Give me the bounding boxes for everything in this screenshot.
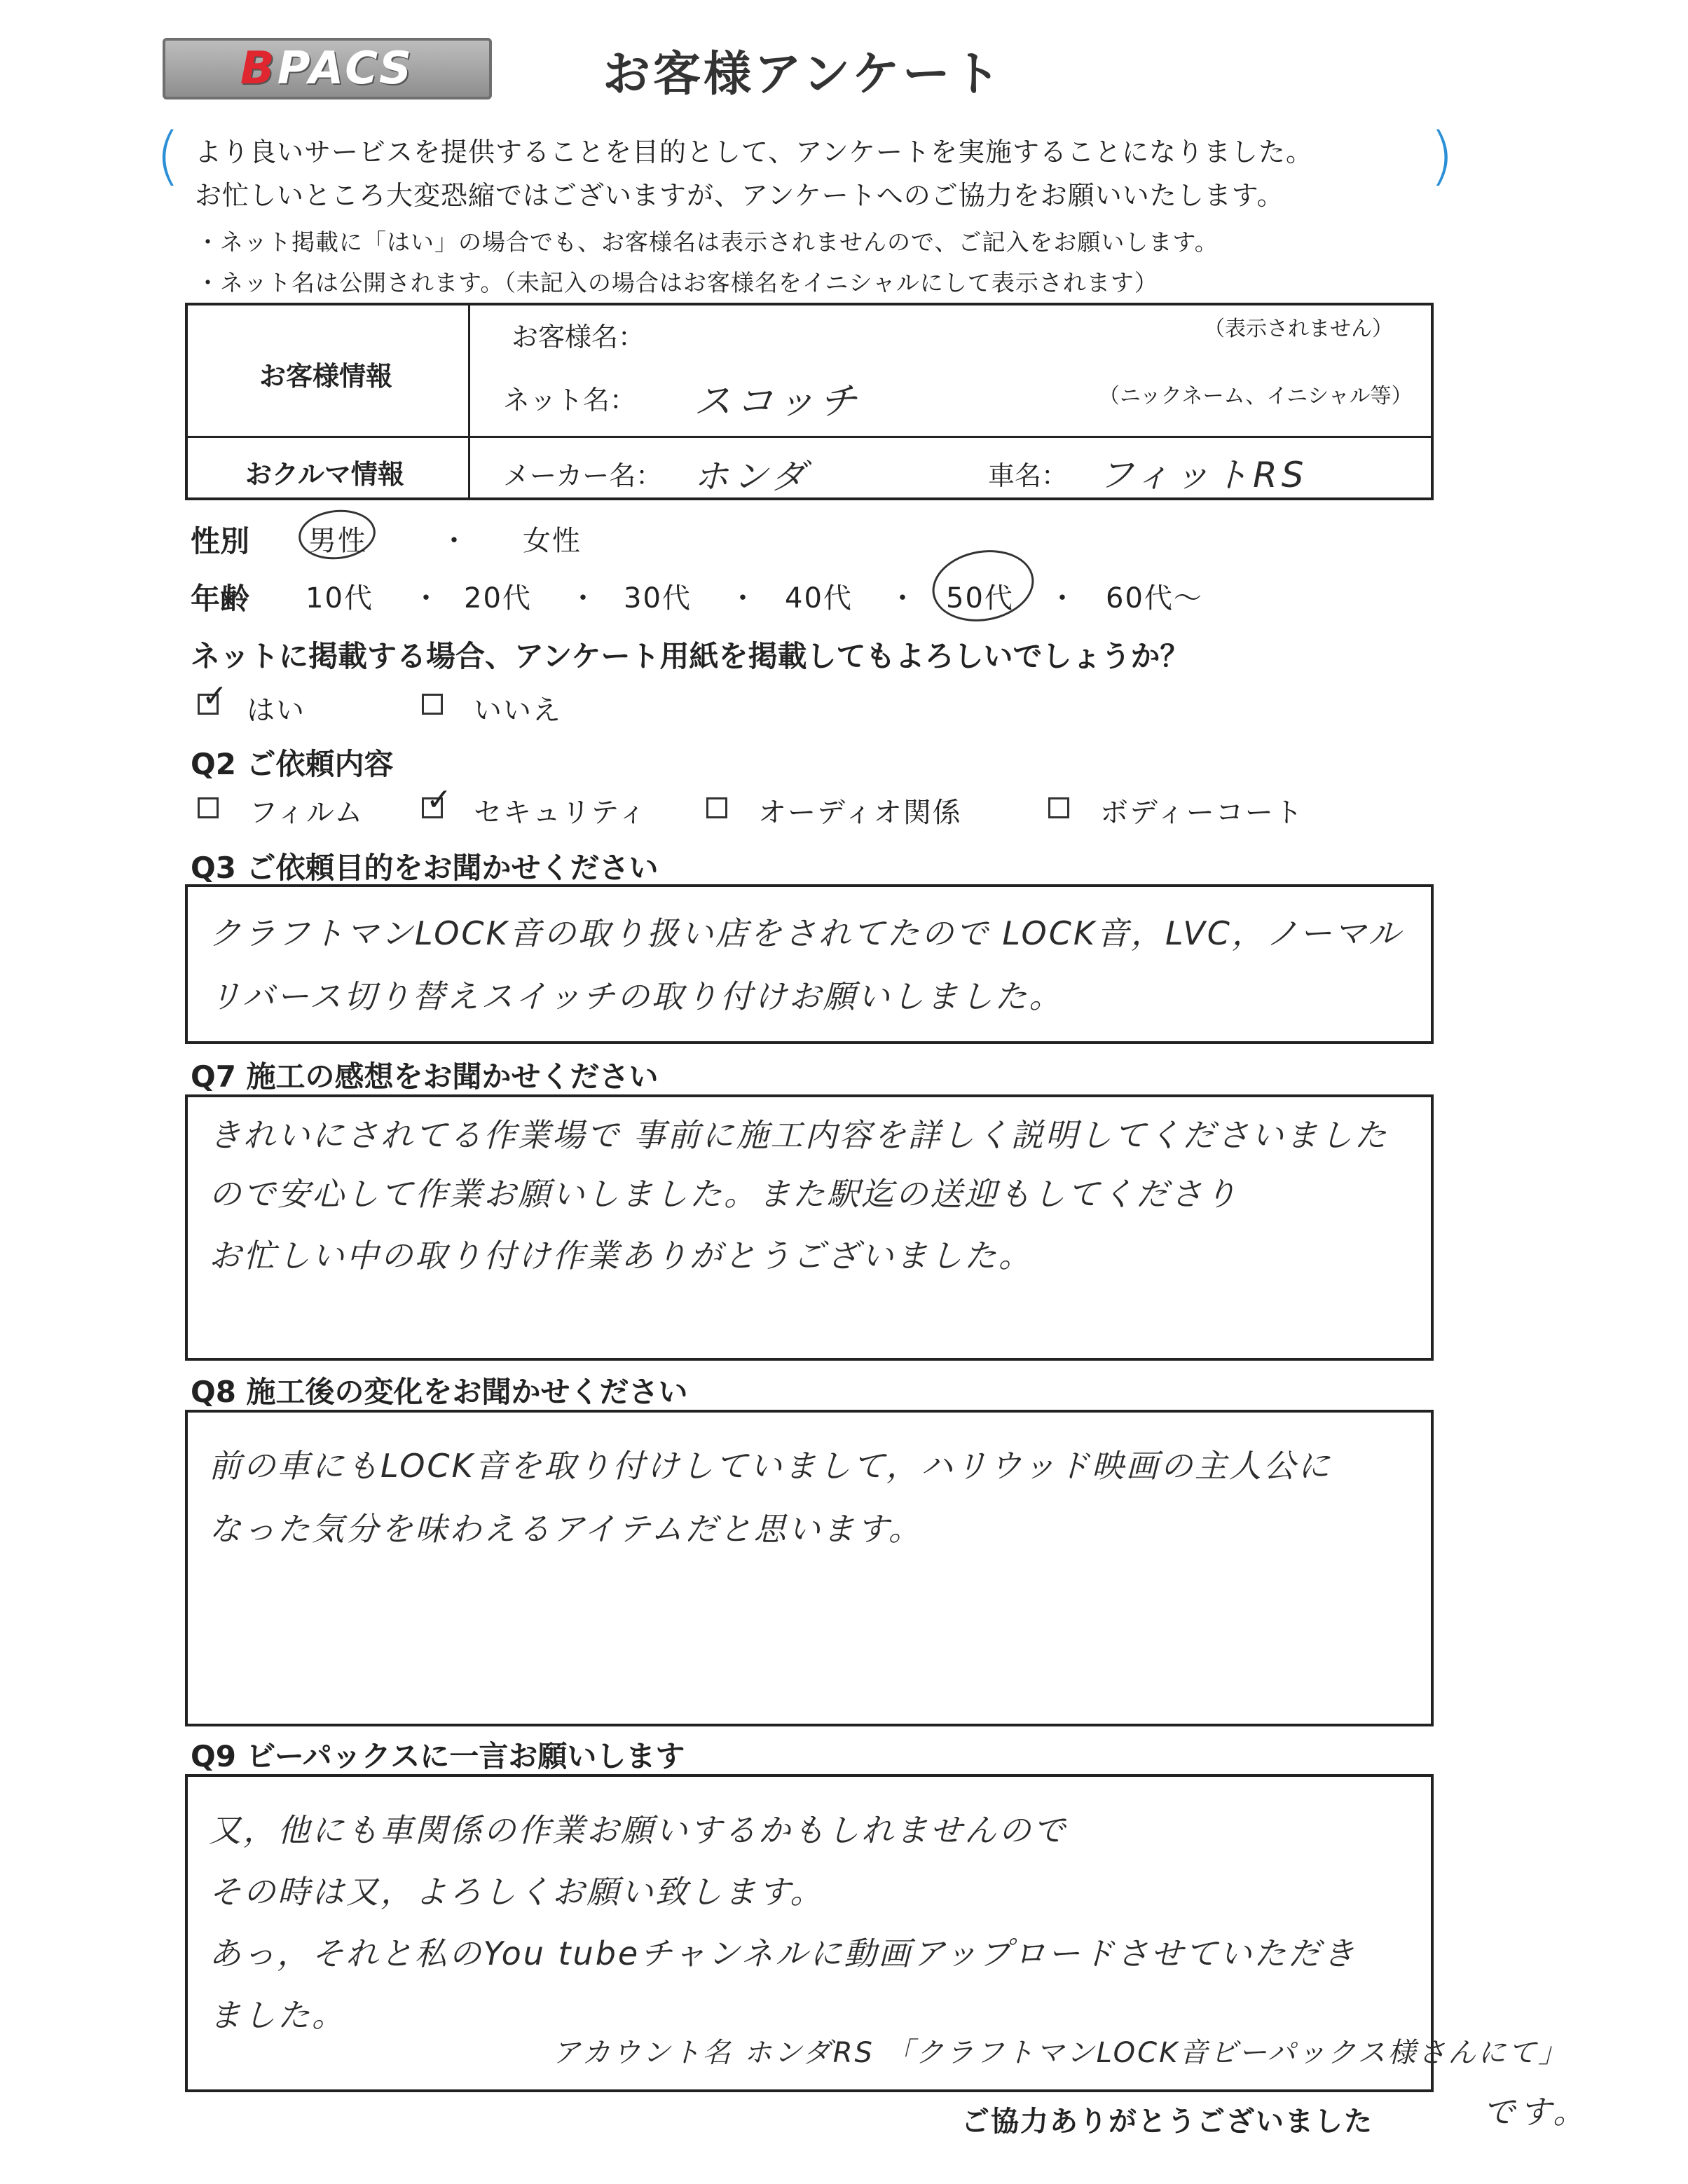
q9-answer-line-1: 又，他にも車関係の作業お願いするかもしれませんので bbox=[209, 1811, 1067, 1849]
car-name-value[interactable]: フィットRS bbox=[1099, 455, 1308, 495]
intro-line-2: お忙しいところ大変恐縮ではございますが、アンケートへのご協力をお願いいたします。 bbox=[195, 180, 1284, 211]
q2-label: Q2 ご依頼内容 bbox=[191, 747, 394, 781]
q8-answer-line-2: なった気分を味わえるアイテムだと思います。 bbox=[209, 1510, 923, 1548]
net-name-label: ネット名： bbox=[503, 385, 637, 415]
right-bracket-icon: ) bbox=[1429, 119, 1455, 193]
q2-bodycoat-label: ボディーコート bbox=[1100, 797, 1304, 829]
age-option-40s[interactable]: 40代 bbox=[785, 582, 853, 614]
publish-no-label: いいえ bbox=[474, 694, 562, 727]
customer-info-label: お客様情報 bbox=[259, 361, 393, 392]
q2-film-label: フィルム bbox=[249, 797, 364, 829]
page-title: お客様アンケート bbox=[603, 47, 1003, 102]
age-option-30s[interactable]: 30代 bbox=[624, 582, 692, 614]
publish-question: ネットに掲載する場合、アンケート用紙を掲載してもよろしいでしょうか？ bbox=[191, 639, 1190, 673]
left-bracket-icon: ( bbox=[156, 119, 181, 193]
q7-label: Q7 施工の感想をお聞かせください bbox=[191, 1059, 659, 1094]
q7-answer-box[interactable] bbox=[185, 1094, 1434, 1361]
thanks-message: ご協力ありがとうございました bbox=[961, 2106, 1373, 2138]
check-mark-icon: ✓ bbox=[202, 678, 228, 714]
q9-answer-line-2: その時は又，よろしくお願い致します。 bbox=[209, 1873, 825, 1911]
intro-line-1: より良いサービスを提供することを目的として、アンケートを実施することになりました。 bbox=[195, 137, 1313, 167]
note-line-2: ・ネット名は公開されます。（未記入の場合はお客様名をイニシャルにして表示されます） bbox=[196, 269, 1158, 296]
q9-tail: です。 bbox=[1483, 2093, 1590, 2131]
q9-label: Q9 ビーパックスに一言お願いします bbox=[191, 1739, 685, 1773]
logo-b: B bbox=[240, 43, 277, 95]
age-option-20s[interactable]: 20代 bbox=[464, 582, 532, 614]
age-option-60s-plus[interactable]: 60代～ bbox=[1106, 582, 1203, 614]
q2-audio-checkbox[interactable] bbox=[706, 797, 727, 818]
q3-answer-line-1: クラフトマンLOCK音の取り扱い店をされてたので LOCK音，LVC，ノーマル bbox=[209, 914, 1403, 952]
q2-security-label: セキュリティ bbox=[474, 797, 647, 829]
q8-answer-box[interactable] bbox=[185, 1410, 1434, 1726]
q2-bodycoat-checkbox[interactable] bbox=[1048, 797, 1069, 818]
q7-answer-line-1: きれいにされてる作業場で 事前に施工内容を詳しく説明してくださいました bbox=[209, 1116, 1389, 1154]
maker-value[interactable]: ホンダ bbox=[694, 456, 810, 497]
customer-name-note: （表示されません） bbox=[1204, 317, 1393, 341]
q7-answer-line-3: お忙しい中の取り付け作業ありがとうございました。 bbox=[209, 1237, 1033, 1275]
gender-option-female[interactable]: 女性 bbox=[523, 525, 582, 557]
gender-option-male[interactable]: 男性 bbox=[308, 525, 367, 557]
car-name-label: 車名： bbox=[988, 460, 1069, 491]
gender-label: 性別 bbox=[191, 524, 250, 558]
q8-label: Q8 施工後の変化をお聞かせください bbox=[191, 1375, 688, 1409]
car-info-label: おクルマ情報 bbox=[245, 459, 404, 490]
note-line-1: ・ネット掲載に「はい」の場合でも、お客様名は表示されませんので、ご記入をお願いします。 bbox=[196, 228, 1219, 256]
net-name-value[interactable]: スコッチ bbox=[694, 379, 861, 423]
q9-answer-line-4: ました。 bbox=[209, 1996, 346, 2034]
customer-name-label: お客様名： bbox=[512, 322, 645, 352]
bpacs-logo bbox=[163, 38, 492, 99]
q2-film-checkbox[interactable] bbox=[198, 797, 219, 818]
q7-answer-line-2: ので安心して作業お願いしました。また駅迄の送迎もしてくださり bbox=[209, 1175, 1239, 1213]
q9-answer-line-3: あっ，それと私のYou tubeチャンネルに動画アップロードさせていただき bbox=[209, 1935, 1357, 1972]
q8-answer-line-1: 前の車にもLOCK音を取り付けしていまして，ハリウッド映画の主人公に bbox=[209, 1447, 1332, 1485]
q3-answer-line-2: リバース切り替えスイッチの取り付けお願いしました。 bbox=[209, 977, 1064, 1015]
check-mark-icon: ✓ bbox=[426, 782, 452, 818]
maker-label: メーカー名： bbox=[503, 460, 663, 491]
age-option-50s[interactable]: 50代 bbox=[946, 582, 1014, 614]
q3-label: Q3 ご依頼目的をお聞かせください bbox=[191, 851, 659, 885]
q9-answer-box[interactable] bbox=[185, 1774, 1569, 2092]
q3-answer-box[interactable] bbox=[185, 884, 1434, 1044]
age-label: 年齢 bbox=[191, 582, 250, 616]
info-table bbox=[185, 303, 1434, 500]
publish-no-checkbox[interactable] bbox=[422, 694, 443, 715]
logo-rest: PACS bbox=[277, 43, 415, 95]
net-name-note: （ニックネーム、イニシャル等） bbox=[1099, 384, 1413, 408]
q9-account-line: アカウント名 ホンダRS 「クラフトマンLOCK音ビーパックス様さんにて」 bbox=[552, 2037, 1569, 2069]
age-option-10s[interactable]: 10代 bbox=[306, 582, 373, 614]
q2-audio-label: オーディオ関係 bbox=[758, 797, 962, 829]
publish-yes-label: はい bbox=[247, 694, 306, 727]
